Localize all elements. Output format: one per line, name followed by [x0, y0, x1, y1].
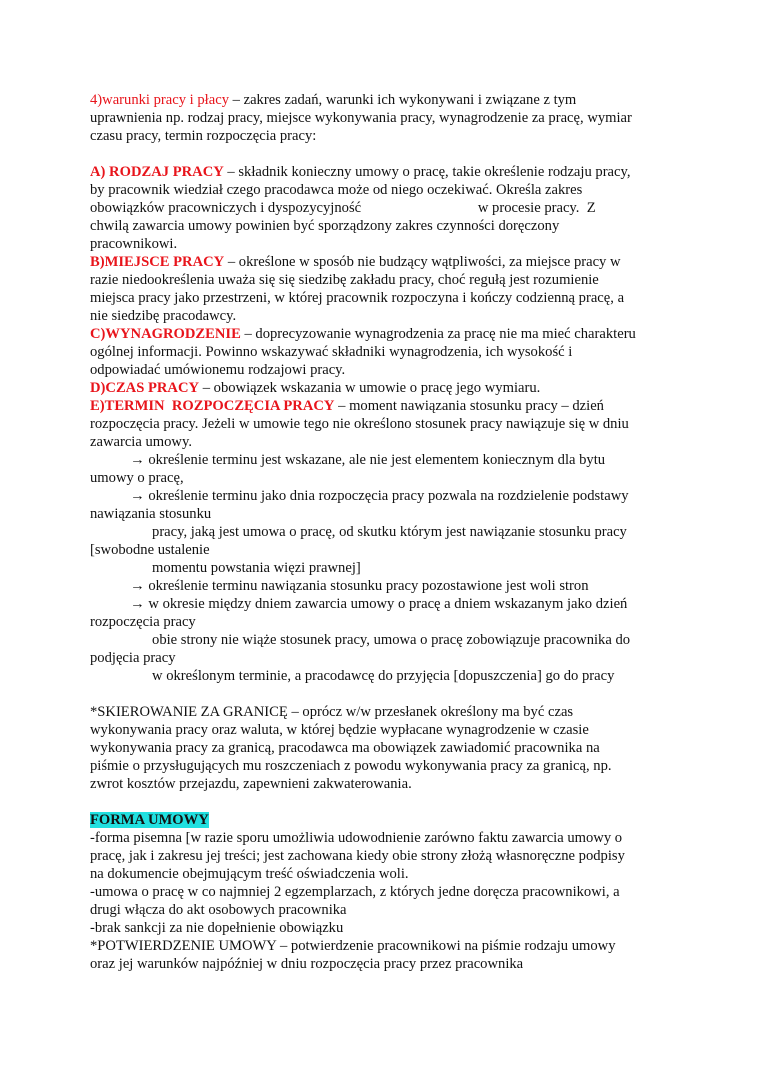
- form-line: oraz jej warunków najpóźniej w dniu rozpoczęcia pracy przez pracownika: [90, 956, 524, 972]
- section4-line: uprawnienia np. rodzaj pracy, miejsce wykonywania pracy, wynagrodzenie za pracę, wymiar: [90, 110, 632, 126]
- item-e-label: E)TERMIN ROZPOCZĘCIA PRACY: [90, 398, 335, 414]
- form-heading-line: [90, 811, 209, 829]
- item-e-line: E)TERMIN ROZPOCZĘCIA PRACY – moment nawiązania stosunku pracy – dzień: [90, 398, 604, 414]
- item-e-line: momentu powstania więzi prawnej]: [90, 560, 361, 576]
- item-b-line: miejsca pracy jako przestrzeni, w której pracownik rozpoczyna i kończy codzienną pracę, a: [90, 290, 625, 306]
- section4-line: 4)warunki pracy i płacy – zakres zadań, warunki ich wykonywani i związane z tym: [90, 92, 577, 108]
- item-c-line: ogólnej informacji. Powinno wskazywać składniki wynagrodzenia, ich wysokość i: [90, 344, 573, 360]
- item-c-label: C)WYNAGRODZENIE: [90, 326, 241, 342]
- item-a-line: chwilą zawarcia umowy powinien być sporządzony zakres czynności doręczony: [90, 218, 560, 234]
- item-e-line: → określenie terminu nawiązania stosunku pracy pozostawione jest woli stron: [90, 578, 589, 594]
- item-a-line: A) RODZAJ PRACY – składnik konieczny umowy o pracę, takie określenie rodzaju pracy,: [90, 164, 631, 180]
- item-e-line: w określonym terminie, a pracodawcę do przyjęcia [dopuszczenia] go do pracy: [90, 668, 615, 684]
- form-line: -brak sankcji za nie dopełnienie obowiązku: [90, 920, 344, 936]
- abroad-line: piśmie o przysługujących mu roszczeniach z powodu wykonywania pracy za granicą, np.: [90, 758, 612, 774]
- item-e-line: rozpoczęcia pracy. Jeżeli w umowie tego nie określono stosunek pracy nawiązuje się w dniu: [90, 416, 629, 432]
- item-e-line: → określenie terminu jako dnia rozpoczęcia pracy pozwala na rozdzielenie podstawy: [90, 488, 629, 504]
- item-c-line: C)WYNAGRODZENIE – doprecyzowanie wynagrodzenia za pracę nie ma mieć charakteru: [90, 326, 636, 342]
- item-e-line: obie strony nie wiąże stosunek pracy, umowa o pracę zobowiązuje pracownika do: [90, 632, 631, 648]
- item-e-line: [swobodne ustalenie: [90, 542, 210, 558]
- item-a-line: by pracownik wiedział czego pracodawca może od niego oczekiwać. Określa zakres: [90, 182, 583, 198]
- abroad-line: zwrot kosztów przejazdu, zapewnieni zakwaterowania.: [90, 776, 412, 792]
- item-b-label: B)MIEJSCE PRACY: [90, 254, 225, 270]
- item-a-line: pracownikowi.: [90, 236, 178, 252]
- item-b-line: razie niedookreślenia uważa się się siedzibę zakładu pracy, choć regułą jest rozumienie: [90, 272, 599, 288]
- item-e-line: podjęcia pracy: [90, 650, 176, 666]
- item-d-line: D)CZAS PRACY – obowiązek wskazania w umowie o pracę jego wymiaru.: [90, 380, 541, 396]
- item-e-line: → określenie terminu jest wskazane, ale nie jest elementem koniecznym dla bytu: [90, 452, 606, 468]
- item-a-line: obowiązków pracowniczych i dyspozycyjność w procesie pracy. Z: [90, 200, 596, 216]
- section4-lead: 4)warunki pracy i płacy: [90, 92, 229, 108]
- item-e-line: rozpoczęcia pracy: [90, 614, 196, 630]
- abroad-line: wykonywania pracy za granicą, pracodawca ma obowiązek zawiadomić pracownika na: [90, 740, 600, 756]
- abroad-line: *SKIEROWANIE ZA GRANICĘ – oprócz w/w przesłanek określony ma być czas: [90, 704, 574, 720]
- abroad-line: wykonywania pracy oraz waluta, w której będzie wypłacane wynagrodzenie w czasie: [90, 722, 589, 738]
- section4-line: czasu pracy, termin rozpoczęcia pracy:: [90, 128, 317, 144]
- item-c-line: odpowiadać umówionemu rodzajowi pracy.: [90, 362, 346, 378]
- item-e-line: nawiązania stosunku: [90, 506, 212, 522]
- item-e-line: → w okresie między dniem zawarcia umowy o pracę a dniem wskazanym jako dzień: [90, 596, 628, 612]
- item-e-line: umowy o pracę,: [90, 470, 184, 486]
- form-line: *POTWIERDZENIE UMOWY – potwierdzenie pracownikowi na piśmie rodzaju umowy: [90, 938, 616, 954]
- item-e-line: zawarcia umowy.: [90, 434, 192, 450]
- form-line: na dokumencie obejmującym treść oświadczenia woli.: [90, 866, 409, 882]
- item-b-line: nie siedzibę pracodawcy.: [90, 308, 237, 324]
- item-a-label: A) RODZAJ PRACY: [90, 164, 224, 180]
- form-line: drugi włącza do akt osobowych pracownika: [90, 902, 347, 918]
- form-line: pracę, jak i zakresu jej treści; jest zachowana kiedy obie strony złożą własnoręczne podpisy: [90, 848, 625, 864]
- item-d-label: D)CZAS PRACY: [90, 380, 200, 396]
- item-b-line: B)MIEJSCE PRACY – określone w sposób nie budzący wątpliwości, za miejsce pracy w: [90, 254, 621, 270]
- form-heading: FORMA UMOWY: [90, 812, 209, 828]
- item-e-line: pracy, jaką jest umowa o pracę, od skutku którym jest nawiązanie stosunku pracy: [90, 524, 627, 540]
- form-line: -umowa o pracę w co najmniej 2 egzemplarzach, z których jedne doręcza pracownikowi, a: [90, 884, 620, 900]
- form-line: -forma pisemna [w razie sporu umożliwia udowodnienie zarówno faktu zawarcia umowy o: [90, 830, 623, 846]
